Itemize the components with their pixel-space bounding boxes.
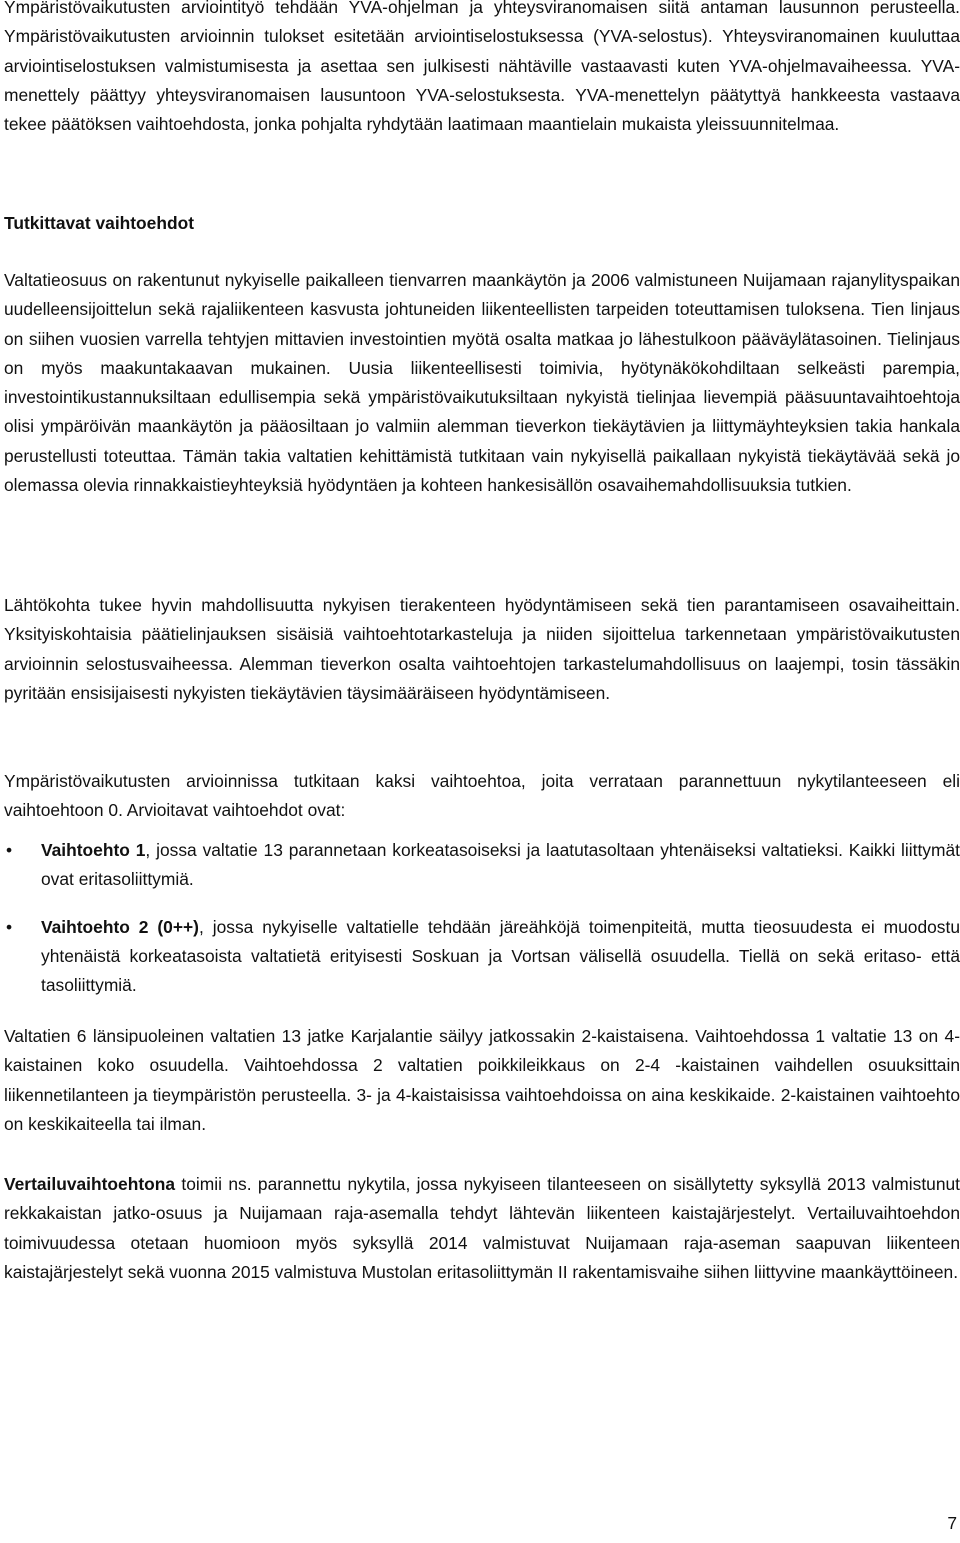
page-number: 7 bbox=[947, 1513, 957, 1533]
alternative-1-title: Vaihtoehto 1 bbox=[41, 840, 146, 860]
alternatives-list bbox=[4, 836, 960, 1000]
alternative-2-text: , jossa nykyiselle valtatielle tehdään järeähköjä toimenpiteitä, mutta tieosuudesta ei muodostu yhtenäistä korkeatasoista valtatietä erityisesti Soskuan ja Vortsan välisellä osuudella. Tiellä on sekä eritaso- että tasoliittymiä. bbox=[41, 916, 960, 996]
alternative-1-text: , jossa valtatie 13 parannetaan korkeatasoiseksi ja laatutasoltaan yhtenäiseksi valtatieksi. Kaikki liittymät ovat eritasoliittymiä. bbox=[41, 840, 960, 890]
list-item-alternative-1 bbox=[4, 836, 960, 895]
paragraph-alternatives-intro: Ympäristövaikutusten arvioinnissa tutkitaan kaksi vaihtoehtoa, joita verrataan parannettuun nykytilanteeseen eli vaihtoehtoon 0. Arvioitavat vaihtoehdot ovat: bbox=[4, 771, 960, 821]
bullet-icon: • bbox=[6, 840, 13, 860]
list-item-alternative-2 bbox=[4, 913, 960, 1001]
section-heading: Tutkittavat vaihtoehdot bbox=[4, 213, 195, 233]
reference-alternative-text: toimii ns. parannettu nykytila, jossa nykyiseen tilanteeseen on sisällytetty syksyllä 2013 valmistunut rekkakaistan jatko-osuus ja Nuijamaan raja-asemalla tehdyt lähtevän liikenteen kaistajärjestelyt. Vertailuvaihtoehdon toimivuudessa otetaan huomioon myös syksyllä 2014 valmistuvat Nuijamaan raja-aseman saapuvan liikenteen kaistajärjestelyt sekä vuonna 2015 valmistuva Mustolan eritasoliittymän II rakentamisvaihe siihen liittyvine maankäyttöineen. bbox=[4, 1174, 960, 1282]
intro-paragraph: Ympäristövaikutusten arviointityö tehdään YVA-ohjelman ja yhteysviranomaisen siitä antaman lausunnon perusteella. Ympäristövaikutusten arvioinnin tulokset esitetään arviointiselostuksessa (YVA-selostus). Yhteysviranomainen kuuluttaa arviointiselostuksen valmistumisesta ja asettaa sen julkisesti nähtäville vastaavasti kuten YVA-ohjelmavaiheessa. YVA-menettely päättyy yhteysviranomaisen lausuntoon YVA-selostuksesta. YVA-menettelyn päätyttyä hankkeesta vastaava tekee päätöksen vaihtoehdosta, jonka pohjalta ryhdytään laatimaan maantielain mukaista yleissuunnitelmaa. bbox=[4, 0, 960, 135]
paragraph-starting-point: Lähtökohta tukee hyvin mahdollisuutta nykyisen tierakenteen hyödyntämiseen sekä tien parantamiseen osavaiheittain. Yksityiskohtaisia päätielinjauksen sisäisiä vaihtoehtotarkasteluja ja niiden sijoittelua tarkennetaan ympäristövaikutusten arvioinnin selostusvaiheessa. Alemman tieverkon osalta vaihtoehtojen tarkastelumahdollisuus on laajempi, tosin tässäkin pyritään ensisijaisesti nykyisten tiekäytävien täysimääräiseen hyödyntämiseen. bbox=[4, 595, 960, 703]
paragraph-reference-alternative bbox=[4, 1170, 960, 1287]
paragraph-alignment-background: Valtatieosuus on rakentunut nykyiselle paikalleen tienvarren maankäytön ja 2006 valmistuneen Nuijamaan rajanylityspaikan uudelleensijoittelun sekä rajaliikenteen kasvusta johtuneiden liikenteellisten tarpeiden toteuttamisen tuloksena. Tien linjaus on siihen vuosien varrella tehtyjen mittavien investointien myötä osalta matkaa jo lähestulkoon pääväylätasoinen. Tielinjaus on myös maakuntakaavan mukainen. Uusia liikenteellisesti toimivia, hyötynäkökohdiltaan selkeästi parempia, investointikustannuksiltaan edullisempia sekä ympäristövaikutuksiltaan nykyistä tielinjaa lievempiä pääsuuntavaihtoehtoja olisi ympäröivän maankäytön ja pääosiltaan jo valmiin alemman tieverkon tiekäytävien ja liittymäyhteyksien takia hankala perustellusti toteuttaa. Tämän takia valtatien kehittämistä tutkitaan vain nykyisellä paikallaan nykyistä tiekäytävää sekä jo olemassa olevia rinnakkaistieyhteyksiä hyödyntäen ja kohteen hankesisällön osavaihemahdollisuuksia tutkien. bbox=[4, 270, 960, 496]
alternative-2-title: Vaihtoehto 2 (0++) bbox=[41, 916, 199, 937]
reference-alternative-term: Vertailuvaihtoehtona bbox=[4, 1174, 176, 1194]
bullet-icon: • bbox=[6, 916, 13, 937]
paragraph-lane-configuration: Valtatien 6 länsipuoleinen valtatien 13 jatke Karjalantie säilyy jatkossakin 2-kaistaisena. Vaihtoehdossa 1 valtatie 13 on 4-kaistainen koko osuudella. Vaihtoehdossa 2 valtatien poikkileikkaus on 2-4 -kaistainen vaihdellen osuuksittain liikennetilanteen ja tieympäristön perusteella. 3- ja 4-kaistaisissa vaihtoehdoissa on aina keskikaide. 2-kaistainen vaihtoehto on keskikaiteella tai ilman. bbox=[4, 1026, 960, 1134]
